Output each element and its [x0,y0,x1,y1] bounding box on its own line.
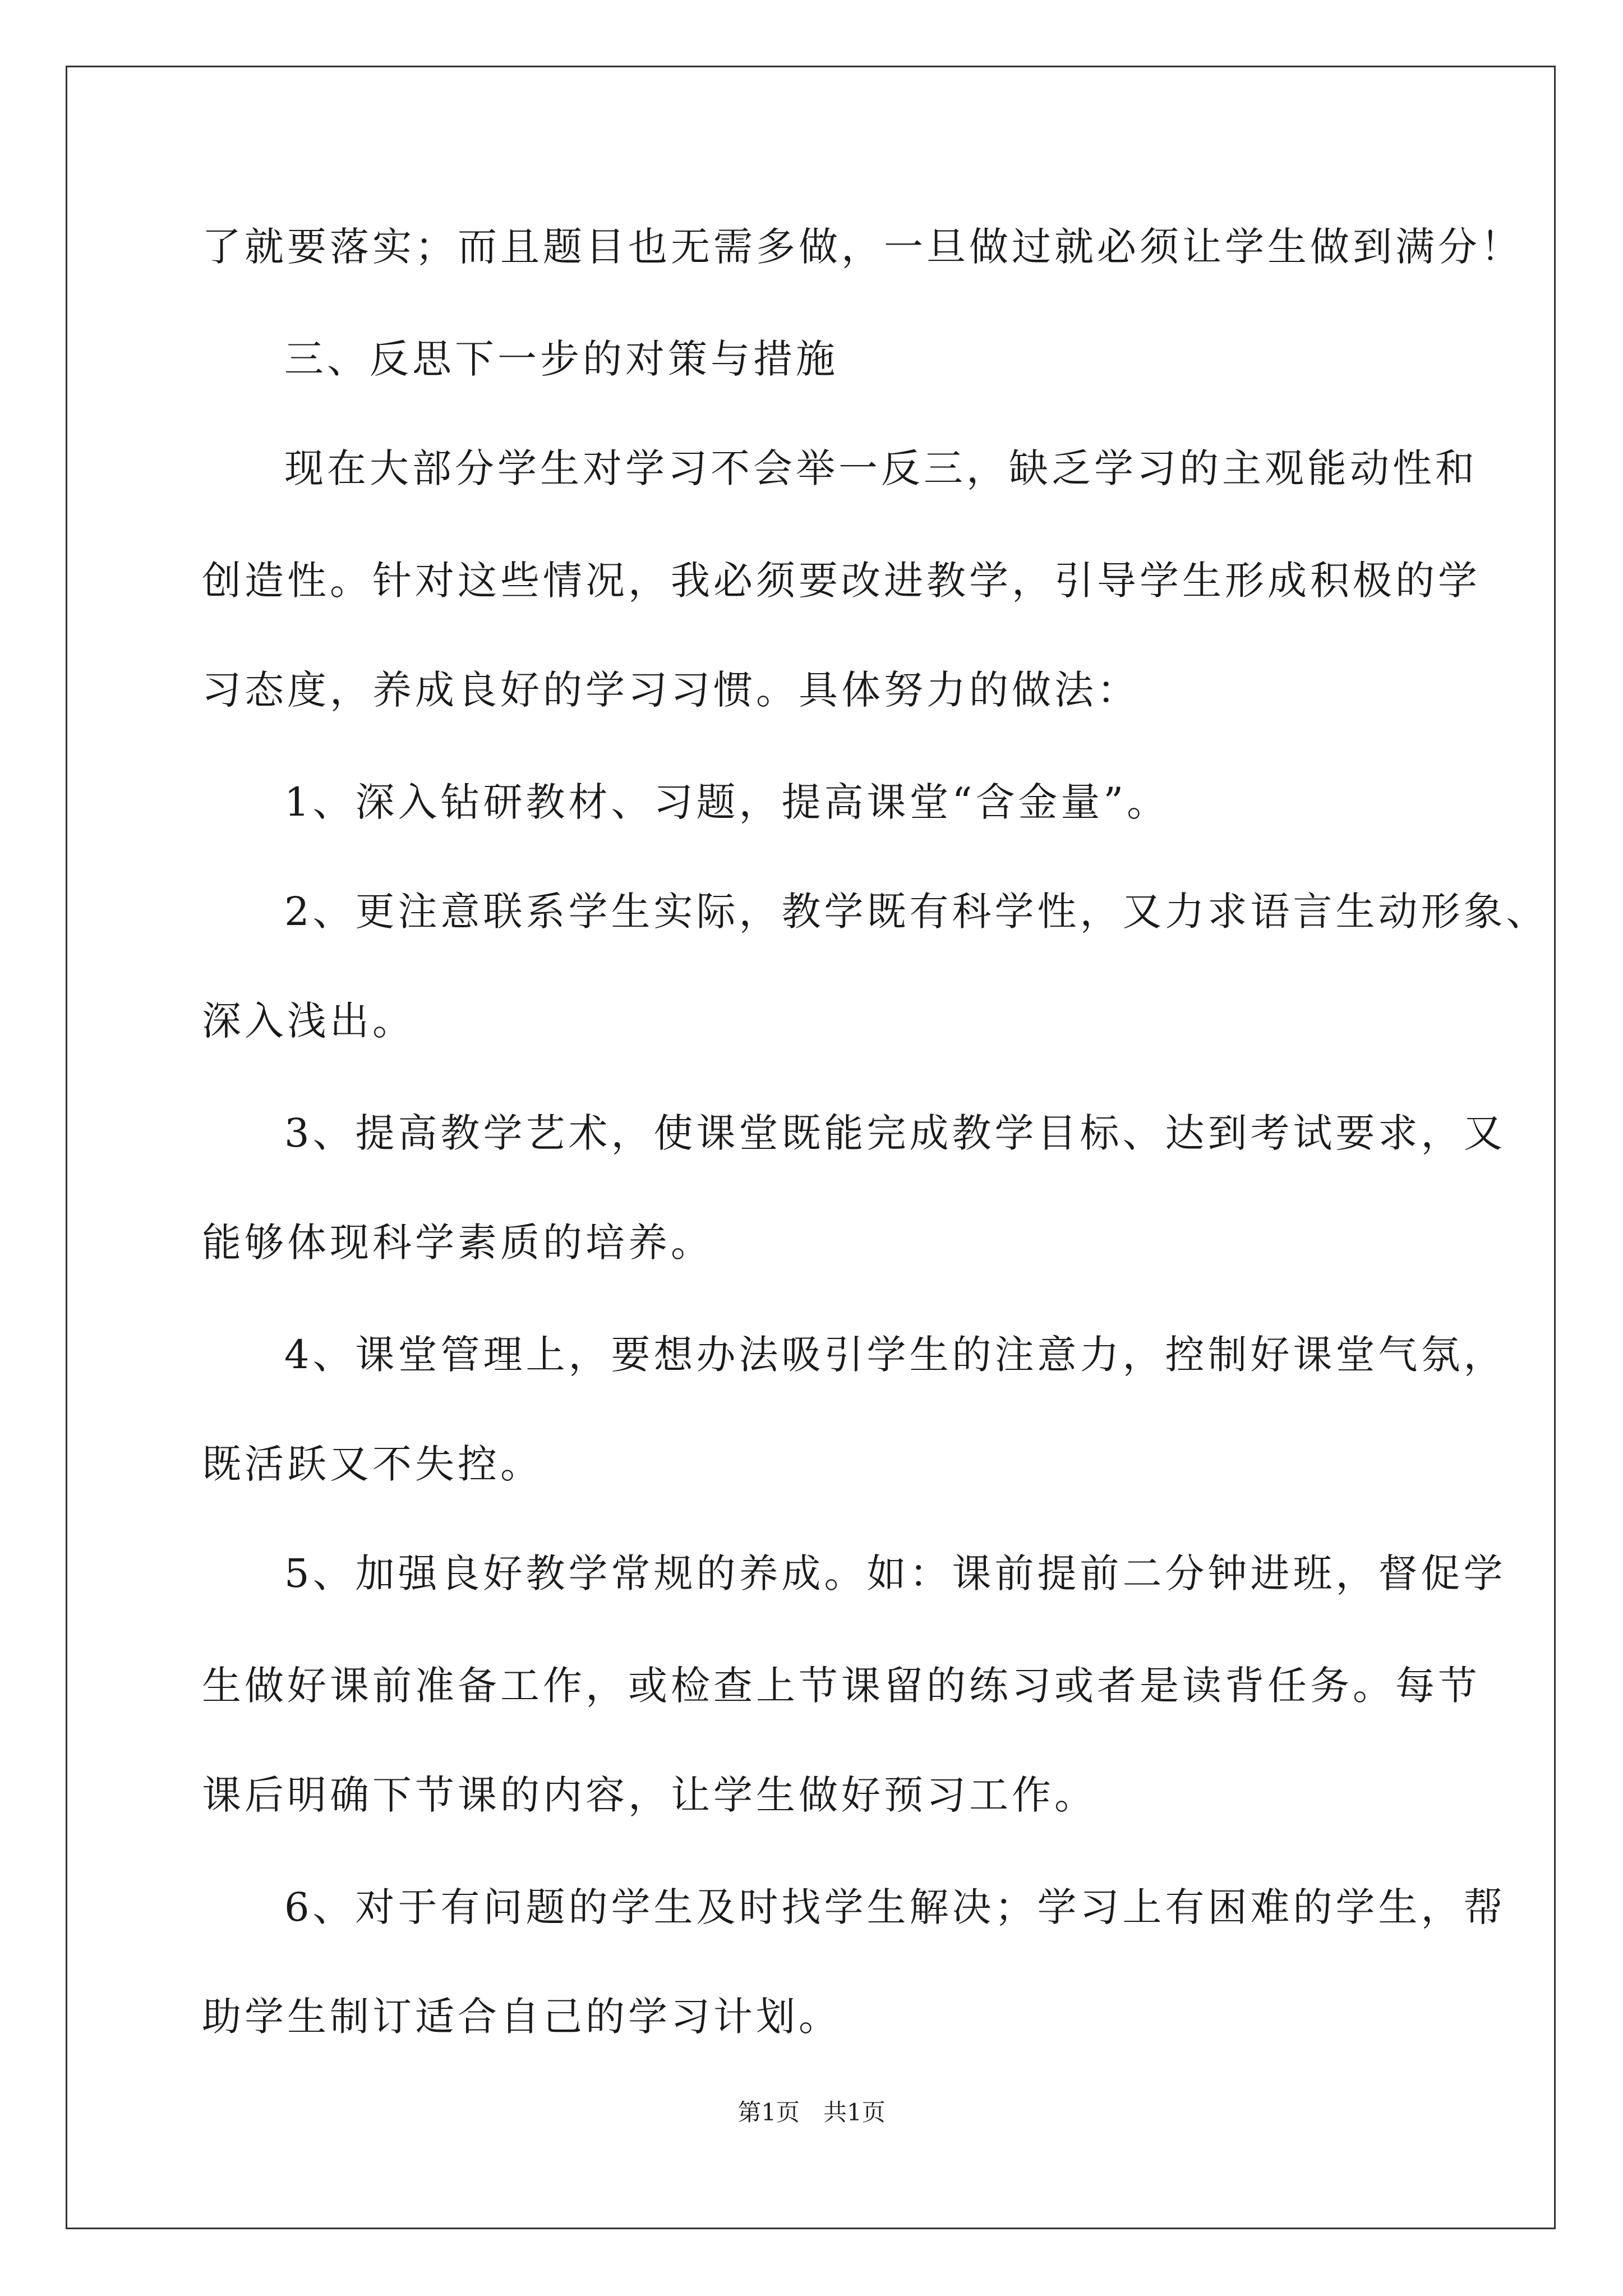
paragraph-line: 现在大部分学生对学习不会举一反三，缺乏学习的主观能动性和 [284,445,1478,491]
paragraph-line: 习态度，养成良好的学习习惯。具体努力的做法： [202,667,1140,713]
list-item-continuation: 课后明确下节课的内容，让学生做好预习工作。 [202,1772,1097,1818]
list-item-continuation: 既活跃又不失控。 [202,1441,543,1487]
list-item-continuation: 能够体现科学素质的培养。 [202,1220,713,1266]
list-item: 5、加强良好教学常规的养成。如：课前提前二分钟进班，督促学 [284,1550,1506,1596]
list-item: 2、更注意联系学生实际，教学既有科学性，又力求语言生动形象、 [284,889,1549,935]
list-item: 6、对于有问题的学生及时找学生解决；学习上有困难的学生，帮 [284,1884,1506,1930]
paragraph-line: 了就要落实；而且题目也无需多做，一旦做过就必须让学生做到满分！ [202,224,1523,270]
list-item: 1、深入钻研教材、习题，提高课堂“含金量”。 [284,779,1170,825]
list-item-continuation: 深入浅出。 [202,998,415,1044]
list-item: 3、提高教学艺术，使课堂既能完成教学目标、达到考试要求，又 [284,1110,1506,1156]
list-item: 4、课堂管理上，要想办法吸引学生的注意力，控制好课堂气氛， [284,1332,1506,1378]
paragraph-line: 创造性。针对这些情况，我必须要改进教学，引导学生形成积极的学 [202,558,1481,604]
list-item-continuation: 生做好课前准备工作，或检查上节课留的练习或者是读背任务。每节 [202,1663,1481,1709]
section-heading: 三、反思下一步的对策与措施 [284,336,838,382]
page-number-footer: 第1页 共1页 [737,2099,886,2126]
list-item-continuation: 助学生制订适合自己的学习计划。 [202,1994,841,2040]
